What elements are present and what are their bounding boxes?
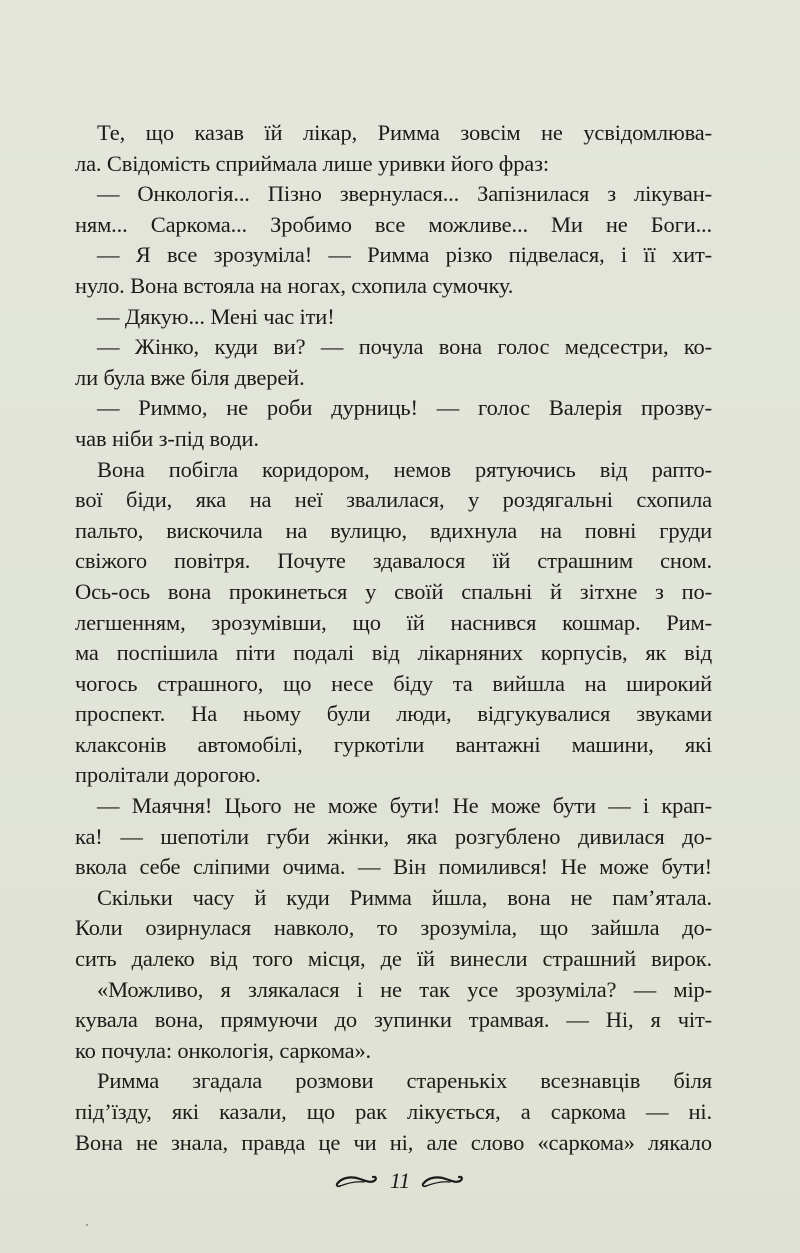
text-line: пролітали дорогою. <box>75 762 261 788</box>
text-line: ла. Свідомість сприймала лише уривки його фраз: <box>75 150 549 176</box>
text-line: проспект. На ньому були люди, відгукувалися звуками <box>75 701 712 727</box>
text-line: Ось-ось вона прокинеться у своїй спальні й зітхне з по- <box>75 578 712 604</box>
text-line: Те, що казав їй лікар, Римма зовсім не усвідомлюва- <box>97 120 712 145</box>
text-line: вої біди, яка на неї звалилася, у роздягальні схопила <box>75 487 712 513</box>
text-line: ли була вже біля дверей. <box>75 364 305 390</box>
text-line: ма поспішила піти подалі від лікарняних корпусів, як від <box>75 640 712 666</box>
text-line: сить далеко від того місця, де їй винесли страшний вирок. <box>75 946 712 972</box>
page-footer <box>0 1168 800 1194</box>
text-line: нуло. Вона встояла на ногах, схопила сумочку. <box>75 272 514 298</box>
text-line: кувала вона, прямуючи до зупинки трамвая. — Ні, я чіт- <box>75 1007 712 1033</box>
text-line: клаксонів автомобілі, гуркотіли вантажні машини, які <box>75 731 712 757</box>
text-line: ням... Саркома... Зробимо все можливе... Ми не Боги... <box>75 211 712 237</box>
text-line: Скільки часу й куди Римма йшла, вона не пам’ятала. <box>97 884 712 910</box>
text-line: «Можливо, я злякалася і не так усе зрозуміла? — мір- <box>97 976 712 1002</box>
text-line: ко почула: онкологія, саркома». <box>75 1037 372 1063</box>
text-line: Римма згадала розмови старенькіх всезнавців біля <box>97 1068 712 1094</box>
swash-ornament-left-icon <box>334 1173 380 1189</box>
text-line: Коли озирнулася навколо, то зрозуміла, що зайшла до- <box>75 915 712 941</box>
text-line: вкола себе сліпими очима. — Він помилився! Не може бути! <box>75 854 712 880</box>
paper-speck <box>86 1224 88 1226</box>
text-line: — Дякую... Мені час іти! <box>97 303 335 329</box>
text-line: — Онкологія... Пізно звернулася... Запізнилася з лікуван- <box>97 181 712 207</box>
body-text <box>75 118 712 1158</box>
text-line: свіжого повітря. Почуте здавалося їй страшним сном. <box>75 548 712 574</box>
text-line: Вона не знала, правда це чи ні, але слово «саркома» лякало <box>75 1129 712 1155</box>
text-line: легшенням, зрозумівши, що їй наснився кошмар. Рим- <box>75 609 712 635</box>
text-line: — Я все зрозуміла! — Римма різко підвелася, і її хит- <box>97 242 712 268</box>
text-line: пальто, вискочила на вулицю, вдихнула на повні груди <box>75 517 712 543</box>
swash-ornament-right-icon <box>420 1173 466 1189</box>
text-line: чогось страшного, що несе біду та вийшла на широкий <box>75 670 712 696</box>
page-number: 11 <box>389 1168 411 1193</box>
text-line: чав ніби з-під води. <box>75 425 259 451</box>
text-line: під’їзду, які казали, що рак лікується, а саркома — ні. <box>75 1099 712 1124</box>
text-line: ка! — шепотіли губи жінки, яка розгублено дивилася до- <box>75 823 712 849</box>
text-line: — Риммо, не роби дурниць! — голос Валерія прозву- <box>97 395 712 421</box>
text-line: — Маячня! Цього не може бути! Не може бути — і крап- <box>97 793 712 819</box>
text-line: Вона побігла коридором, немов рятуючись від рапто- <box>97 456 712 482</box>
text-line: — Жінко, куди ви? — почула вона голос медсестри, ко- <box>97 334 712 360</box>
